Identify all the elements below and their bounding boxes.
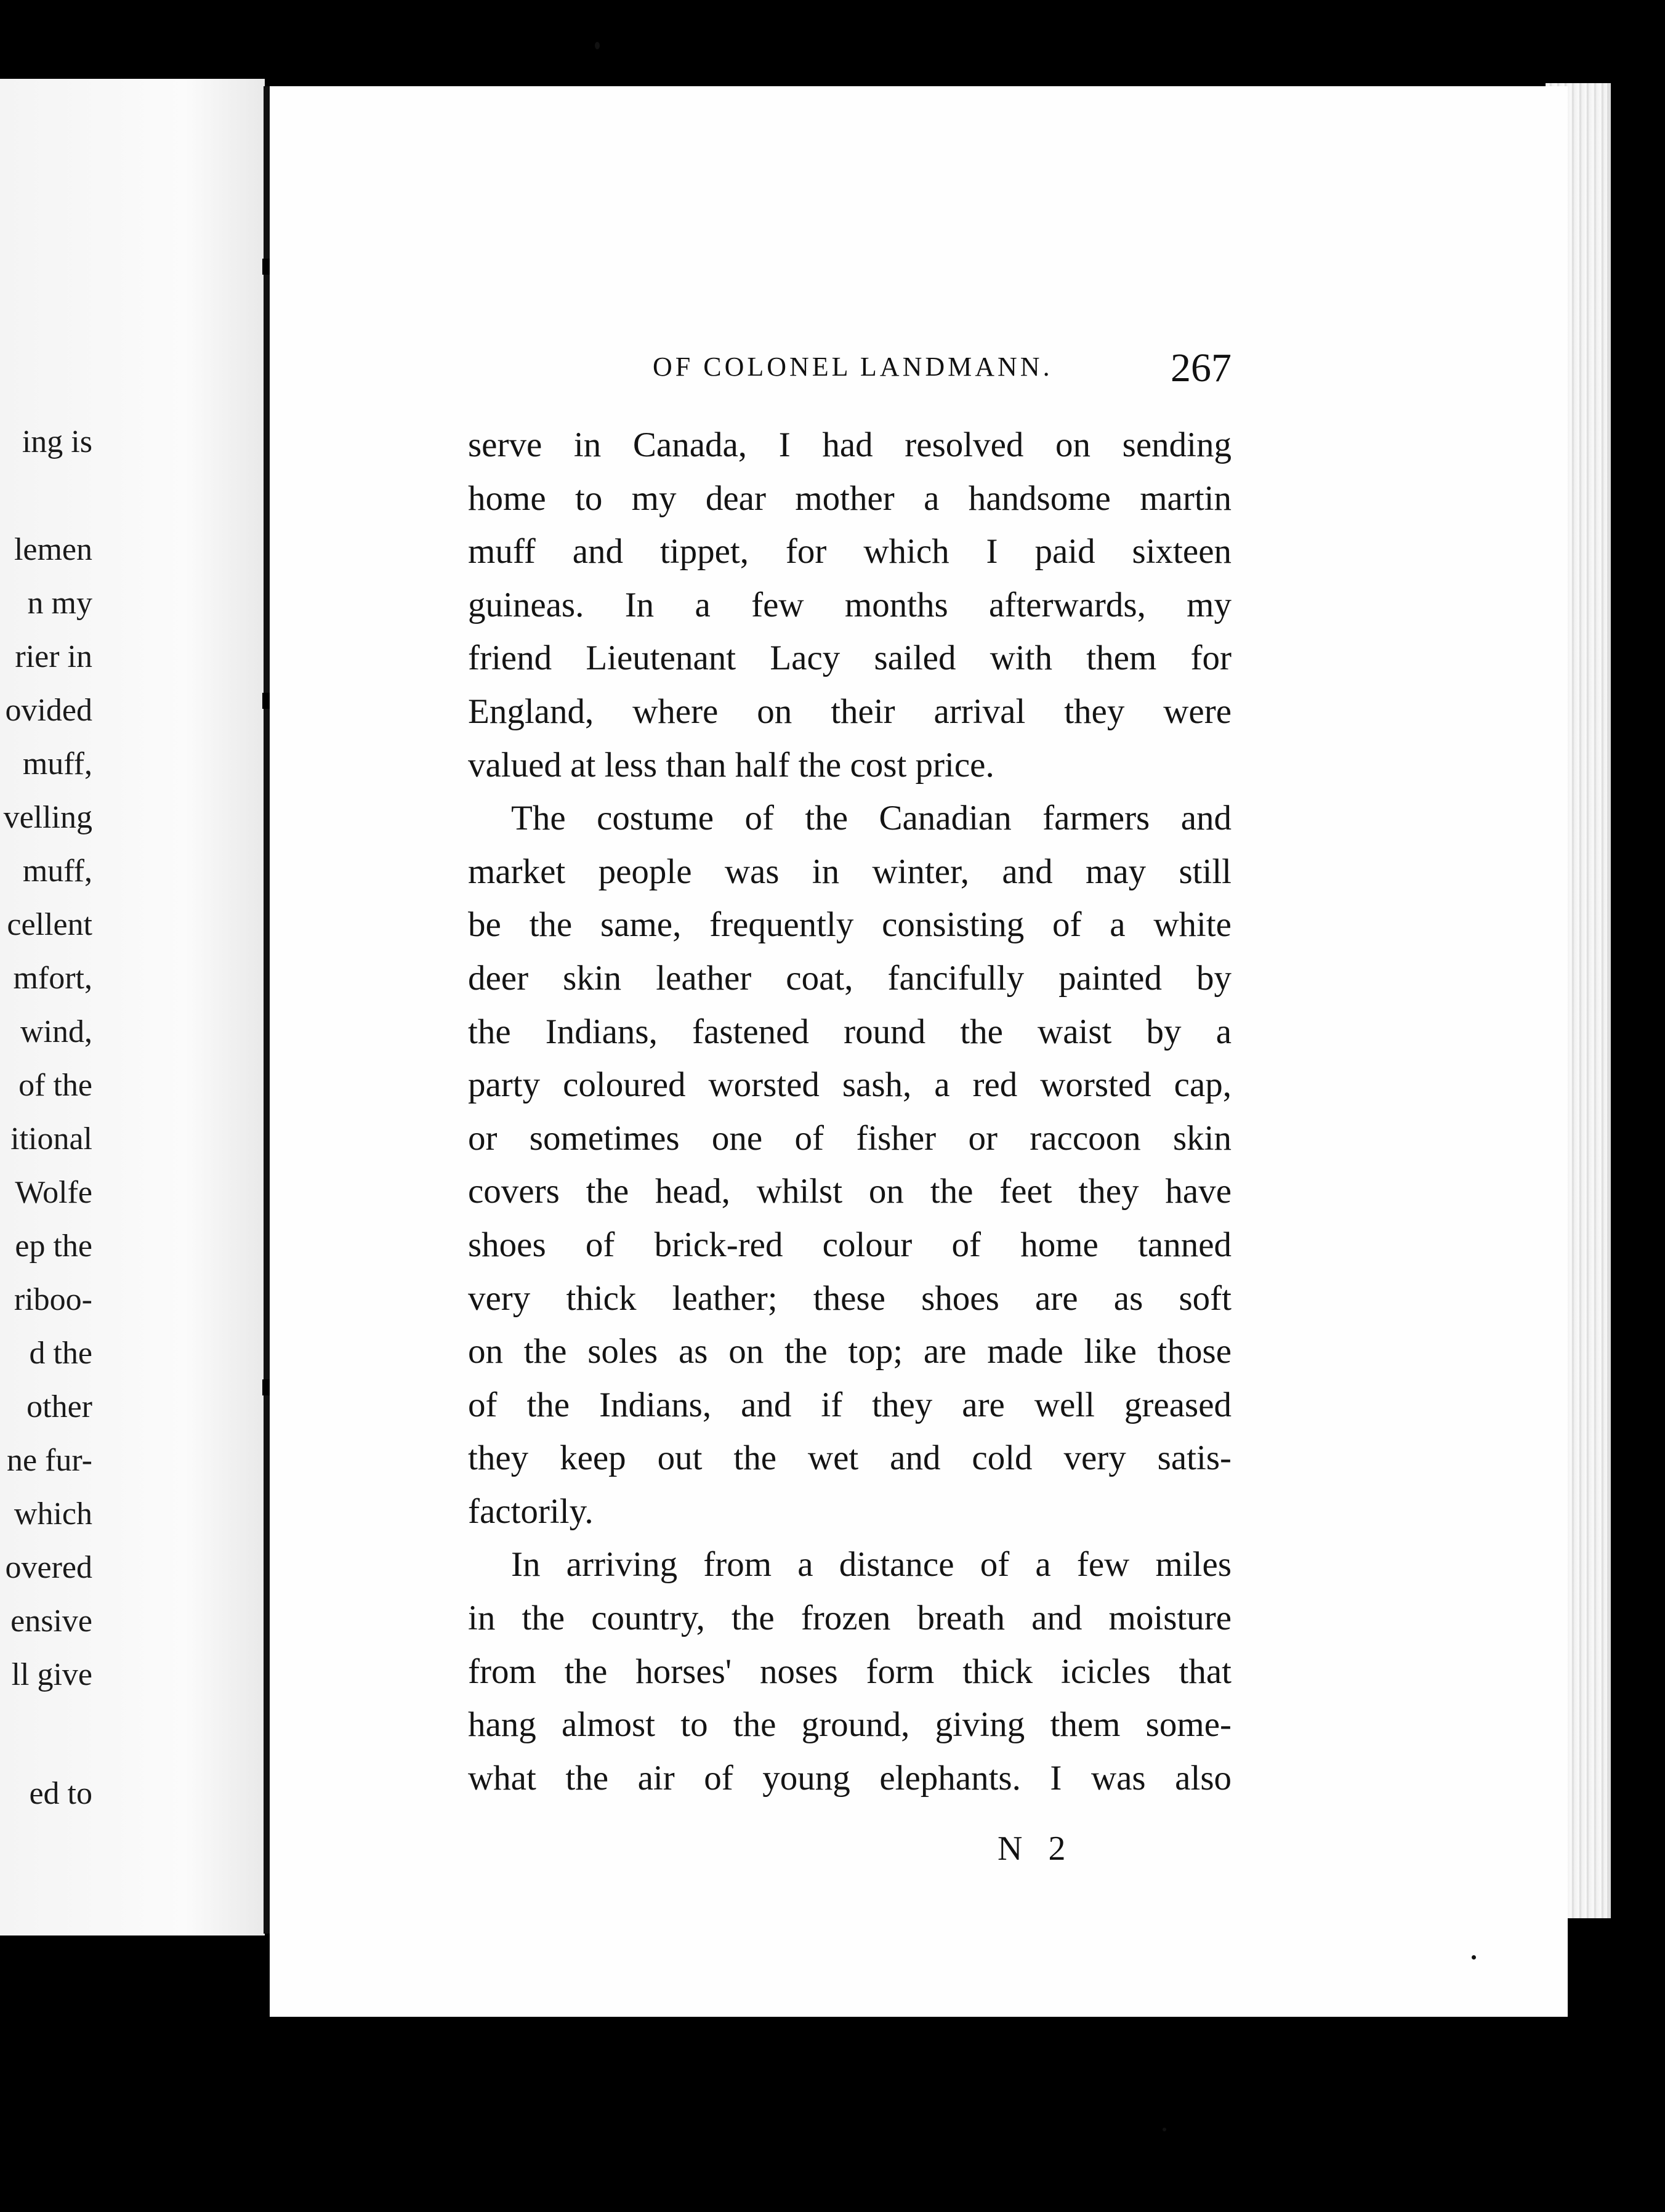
left-page-line: ed to <box>29 1776 92 1811</box>
left-page-line: d the <box>29 1336 92 1371</box>
text-line: or sometimes one of fisher or raccoon skin <box>468 1118 1232 1158</box>
book-gutter <box>264 86 270 1934</box>
text-line: The costume of the Canadian farmers and <box>511 799 1232 838</box>
text-line: they keep out the wet and cold very satis- <box>468 1439 1232 1478</box>
body-text <box>468 419 1232 1805</box>
text-line: deer skin leather coat, fancifully painted by <box>468 958 1232 998</box>
left-page-line: rier in <box>15 639 92 674</box>
text-line: factorily. <box>468 1491 594 1531</box>
text-line: England, where on their arrival they were <box>468 692 1232 731</box>
left-page-line: ep the <box>15 1229 92 1264</box>
left-page-line: which <box>14 1496 92 1532</box>
text-line: home to my dear mother a handsome martin <box>468 478 1232 518</box>
text-line: valued at less than half the cost price. <box>468 745 994 785</box>
left-page-line: ing is <box>22 424 92 459</box>
running-head: OF COLONEL LANDMANN. <box>653 352 1053 382</box>
text-line: serve in Canada, I had resolved on sending <box>468 426 1232 464</box>
left-page-line: of the <box>18 1068 92 1103</box>
text-line: shoes of brick-red colour of home tanned <box>468 1225 1232 1264</box>
text-line: what the air of young elephants. I was also <box>468 1758 1232 1798</box>
text-line: hang almost to the ground, giving them some- <box>468 1705 1232 1745</box>
text-line: very thick leather; these shoes are as soft <box>468 1278 1232 1318</box>
left-page-line: ensive <box>10 1604 92 1639</box>
text-line: on the soles as on the top; are made like those <box>468 1332 1232 1371</box>
text-line: party coloured worsted sash, a red worsted cap, <box>468 1065 1232 1105</box>
left-page-line: riboo- <box>14 1282 92 1317</box>
signature-mark: N 2 <box>998 1830 1074 1868</box>
left-page-line: wind, <box>20 1014 92 1049</box>
text-line: from the horses' noses form thick icicles that <box>468 1652 1232 1691</box>
left-page-line: itional <box>10 1121 92 1156</box>
text-line: friend Lieutenant Lacy sailed with them for <box>468 639 1232 678</box>
left-page-line: overed <box>5 1550 92 1585</box>
text-line: be the same, frequently consisting of a white <box>468 905 1232 945</box>
left-page-line: other <box>26 1389 92 1424</box>
text-line: guineas. In a few months afterwards, my <box>468 585 1232 624</box>
scan-speck <box>595 42 600 49</box>
text-line: covers the head, whilst on the feet they have <box>468 1172 1232 1211</box>
left-page-line: cellent <box>7 907 92 942</box>
text-line: in the country, the frozen breath and moisture <box>468 1599 1232 1638</box>
left-page-line: muff, <box>22 746 92 781</box>
page-number: 267 <box>1171 345 1232 390</box>
scan-speck <box>1163 2128 1166 2131</box>
left-page-line: muff, <box>22 854 92 889</box>
left-facing-page <box>0 79 265 1936</box>
left-page-line: mfort, <box>13 961 92 996</box>
left-page-line: lemen <box>14 532 92 567</box>
left-page-line: ovided <box>5 693 92 728</box>
text-line: of the Indians, and if they are well greased <box>468 1385 1232 1424</box>
page-header <box>653 345 1232 388</box>
text-line: the Indians, fastened round the waist by a <box>468 1012 1232 1051</box>
text-line: In arriving from a distance of a few miles <box>511 1545 1232 1584</box>
left-page-line: velling <box>3 800 92 835</box>
text-line: muff and tippet, for which I paid sixteen <box>468 532 1232 571</box>
text-line: market people was in winter, and may still <box>468 852 1232 891</box>
left-page-line: n my <box>27 586 92 621</box>
left-page-line: Wolfe <box>15 1175 92 1210</box>
left-page-line: ll give <box>11 1657 92 1692</box>
left-page-line: ne fur- <box>7 1443 92 1478</box>
scan-speck <box>1472 1955 1476 1960</box>
